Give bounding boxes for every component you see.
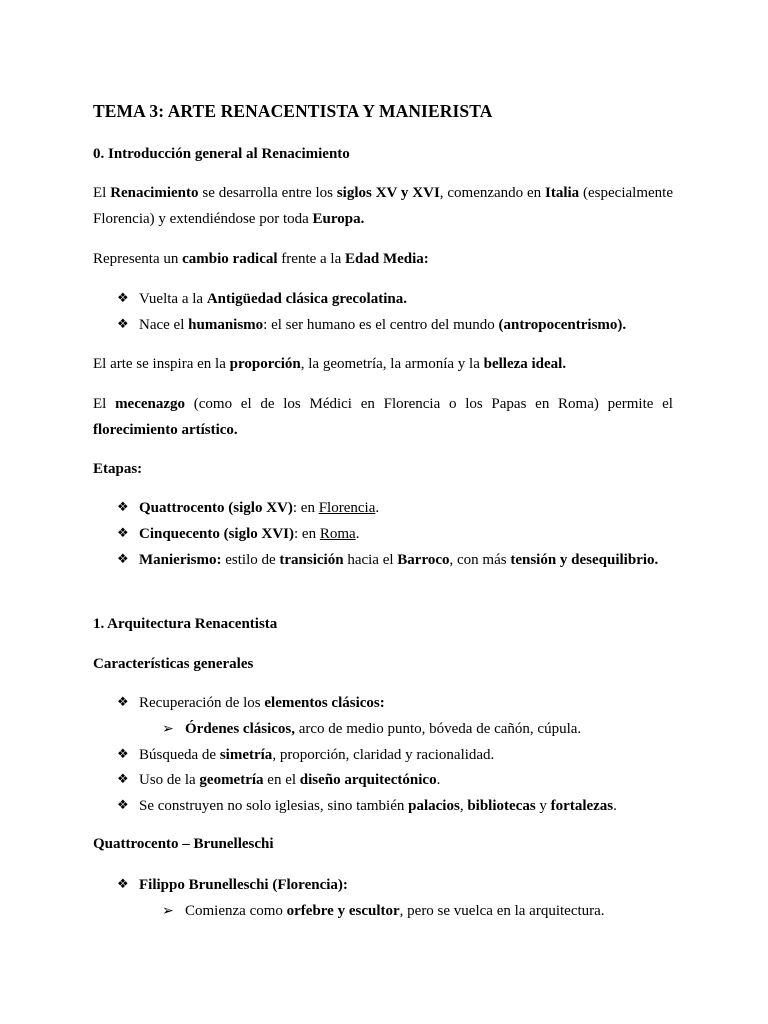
list-item: ❖ Uso de la geometría en el diseño arquitectónico.: [117, 767, 673, 793]
paragraph-arte-proporcion: El arte se inspira en la proporción, la geometría, la armonía y la belleza ideal.: [93, 356, 567, 372]
diamond-bullet-icon: ❖: [117, 695, 129, 710]
diamond-bullet-icon: ❖: [117, 798, 129, 813]
diamond-bullet-icon: ❖: [117, 552, 129, 567]
list-item: ❖ Vuelta a la Antigüedad clásica grecolatina.: [117, 286, 673, 312]
paragraph-mecenazgo: El mecenazgo (como el de los Médici en Florencia o los Papas en Roma) permite el florecimiento artístico.: [93, 396, 673, 438]
diamond-bullet-icon: ❖: [117, 317, 129, 332]
arrow-bullet-icon: ➢: [162, 903, 174, 919]
list-item: ❖ Se construyen no solo iglesias, sino también palacios, bibliotecas y fortalezas.: [117, 793, 673, 819]
section-heading-arquitectura: 1. Arquitectura Renacentista: [93, 616, 278, 632]
list-item: ❖ Nace el humanismo: el ser humano es el centro del mundo (antropocentrismo).: [117, 312, 673, 338]
paragraph-renacimiento: El Renacimiento se desarrolla entre los siglos XV y XVI, comenzando en Italia (especialmente Florencia) y extendiéndose por toda Europa.: [93, 185, 673, 227]
section-heading-intro: 0. Introducción general al Renacimiento: [93, 146, 350, 162]
diamond-bullet-icon: ❖: [117, 877, 129, 892]
list-item: ❖ Recuperación de los elementos clásicos:: [117, 690, 673, 716]
paragraph-cambio-radical: Representa un cambio radical frente a la Edad Media:: [93, 251, 429, 267]
diamond-bullet-icon: ❖: [117, 772, 129, 787]
list-item: ❖ Manierismo: estilo de transición hacia el Barroco, con más tensión y desequilibrio.: [117, 547, 673, 573]
list-item: ❖ Filippo Brunelleschi (Florencia):: [117, 872, 673, 898]
section-heading-brunelleschi: Quattrocento – Brunelleschi: [93, 836, 274, 852]
diamond-bullet-icon: ❖: [117, 500, 129, 515]
list-item: ❖ Cinquecento (siglo XVI): en Roma.: [117, 521, 673, 547]
diamond-bullet-icon: ❖: [117, 291, 129, 306]
diamond-bullet-icon: ❖: [117, 747, 129, 762]
etapas-label: Etapas:: [93, 461, 143, 477]
sub-list-item: ➢ Comienza como orfebre y escultor, pero se vuelca en la arquitectura.: [162, 898, 672, 924]
page-title: TEMA 3: ARTE RENACENTISTA Y MANIERISTA: [93, 101, 493, 121]
sub-heading-caracteristicas: Características generales: [93, 656, 254, 672]
list-item: ❖ Quattrocento (siglo XV): en Florencia.: [117, 495, 673, 521]
sub-list-item: ➢ Órdenes clásicos, arco de medio punto, bóveda de cañón, cúpula.: [162, 716, 672, 742]
list-item: ❖ Búsqueda de simetría, proporción, claridad y racionalidad.: [117, 742, 673, 768]
arrow-bullet-icon: ➢: [162, 721, 174, 737]
diamond-bullet-icon: ❖: [117, 526, 129, 541]
